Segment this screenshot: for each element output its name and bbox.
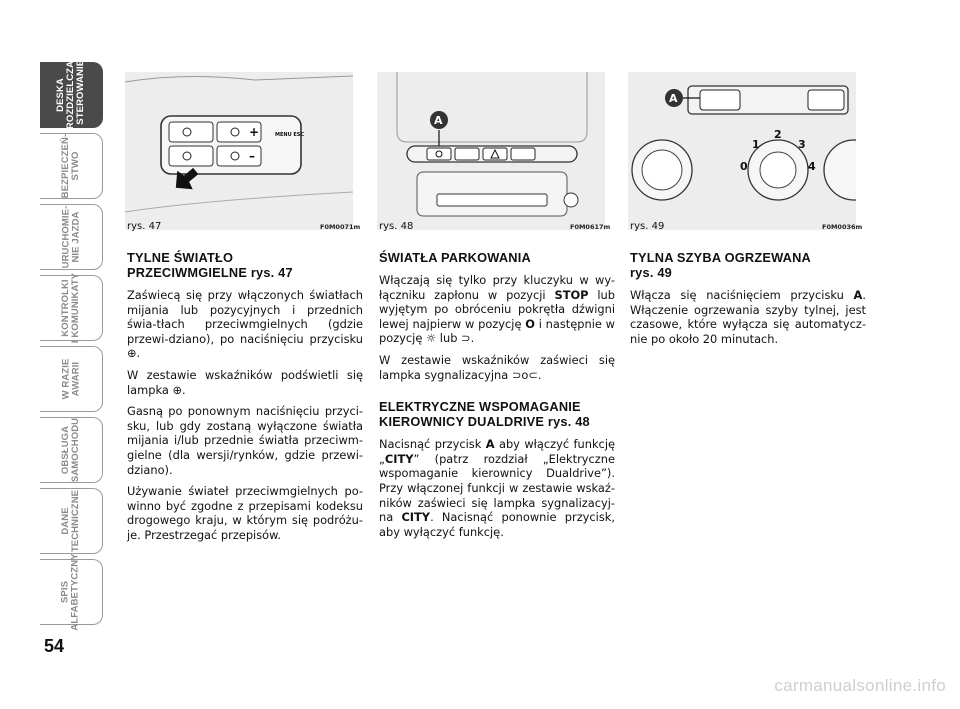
figure-code: F0M0071m: [320, 223, 361, 231]
tab-deska-rozdzielcza[interactable]: [40, 59, 103, 131]
tab-label: URUCHOMIE- NIE JAZDA: [60, 205, 81, 269]
tab-label: DANE TECHNICZNE: [60, 489, 82, 553]
figure-caption: rys. 48: [379, 221, 414, 232]
tab-awarii[interactable]: [40, 346, 103, 412]
tab-label: W RAZIE AWARII: [60, 358, 81, 400]
fan-speed-4: 4: [808, 160, 816, 173]
rear-window-heater-illustration: [628, 72, 856, 230]
paragraph: Nacisnąć przycisk A aby włączyć funkcję „CITY” (patrz rozdział „Elektryczne wspomaganie kierownicy Dualdrive”). Przy włączonej funkcji w zestawie wskaź-ników zaświeci się lampka sygnalizacyj-na CITY. Nacisnąć ponownie przycisk, aby wyłączyć funkcję.: [379, 437, 615, 539]
paragraph: W zestawie wskaźników zaświeci się lampka sygnalizacyjna ⊃o⊂.: [379, 352, 615, 382]
section-title: TYLNA SZYBA OGRZEWANA rys. 49: [630, 250, 811, 280]
tab-obsluga[interactable]: [40, 417, 103, 483]
section-title: ELEKTRYCZNE WSPOMAGANIE KIEROWNICY DUALDRIVE rys. 48: [379, 399, 590, 430]
section-title: ŚWIATŁA PARKOWANIA: [379, 250, 531, 265]
tab-spis[interactable]: [40, 553, 103, 631]
paragraph: Używanie świateł przeciwmgielnych po-winno być zgodne z przepisami kodeksu drogowego kraju, w którym się podróżu-je. Przestrzegać przepisów.: [127, 484, 363, 542]
minus-label: –: [249, 149, 255, 163]
paragraph: Włączają się tylko przy kluczyku w wy-łączniku zapłonu w pozycji STOP lub wyjętym po obróceniu pokrętła dźwigni lewej najpierw w pozycję O i następnie w pozycję ☼ lub ⊃.: [379, 273, 615, 346]
marker-a-label: A: [434, 114, 443, 127]
fog-light-switch-illustration: [125, 72, 353, 230]
dualdrive-button-illustration: [377, 72, 605, 230]
fan-speed-2: 2: [774, 128, 782, 141]
tab-bezpieczenstwo[interactable]: [40, 133, 103, 199]
figure-rys-47: [125, 72, 353, 230]
page-number: 54: [44, 636, 65, 656]
menu-esc-label: MENU ESC: [275, 132, 305, 138]
fan-speed-3: 3: [798, 138, 806, 151]
tab-label: BEZPIECZEŃ- STWO: [60, 133, 81, 199]
plus-label: +: [249, 125, 260, 139]
tab-uruchomienie[interactable]: [40, 204, 103, 270]
section-heated-rear-window: [630, 250, 866, 353]
tab-dane[interactable]: [40, 488, 103, 554]
paragraph: W zestawie wskaźników podświetli się lampka ⊕.: [127, 367, 363, 397]
marker-a-label: A: [669, 92, 678, 105]
tab-label: OBSŁUGA SAMOCHODU: [60, 417, 82, 483]
tab-kontrolki[interactable]: [40, 272, 103, 344]
chapter-tabs: [40, 59, 108, 631]
section-parking-lights: [379, 250, 615, 546]
figure-code: F0M0036m: [822, 223, 863, 231]
watermark: carmanualsonline.info: [774, 676, 946, 695]
tab-label: SPIS ALFABETYCZNY: [60, 553, 82, 631]
fan-speed-0: 0: [740, 160, 748, 173]
section-rear-fog-light: [127, 250, 363, 550]
fan-speed-1: 1: [752, 138, 760, 151]
section-title: TYLNE ŚWIATŁO PRZECIWMGIELNE rys. 47: [127, 250, 293, 280]
figure-caption: rys. 49: [630, 221, 665, 232]
figure-rys-49: [628, 72, 856, 230]
paragraph: Włącza się naciśnięciem przycisku A. Włączenie ogrzewania szyby tylnej, jest czasowe, które wyłącza się automatycz-nie po około 20 minutach.: [630, 288, 866, 346]
figure-rys-48: [377, 72, 605, 230]
figure-caption: rys. 47: [127, 221, 162, 232]
figure-code: F0M0617m: [570, 223, 611, 231]
tab-label: KONTROLKI I KOMUNIKATY: [60, 272, 82, 344]
paragraph: Zaświecą się przy włączonych światłach mijania lub pozycyjnych i przednich świa-tłach przeciwmgielnych (gdzie przewi-dziano), po naciśnięciu przycisku ⊕.: [127, 288, 363, 361]
tab-label: DESKA ROZDZIELCZA I STEROWANIE: [55, 59, 87, 131]
paragraph: Gasną po ponownym naciśnięciu przyci-sku, lub gdy zostaną wyłączone światła mijania i/lub przednie światła przeciwm-gielne (dla wersji/rynków, gdzie przewi-dziano).: [127, 404, 363, 477]
